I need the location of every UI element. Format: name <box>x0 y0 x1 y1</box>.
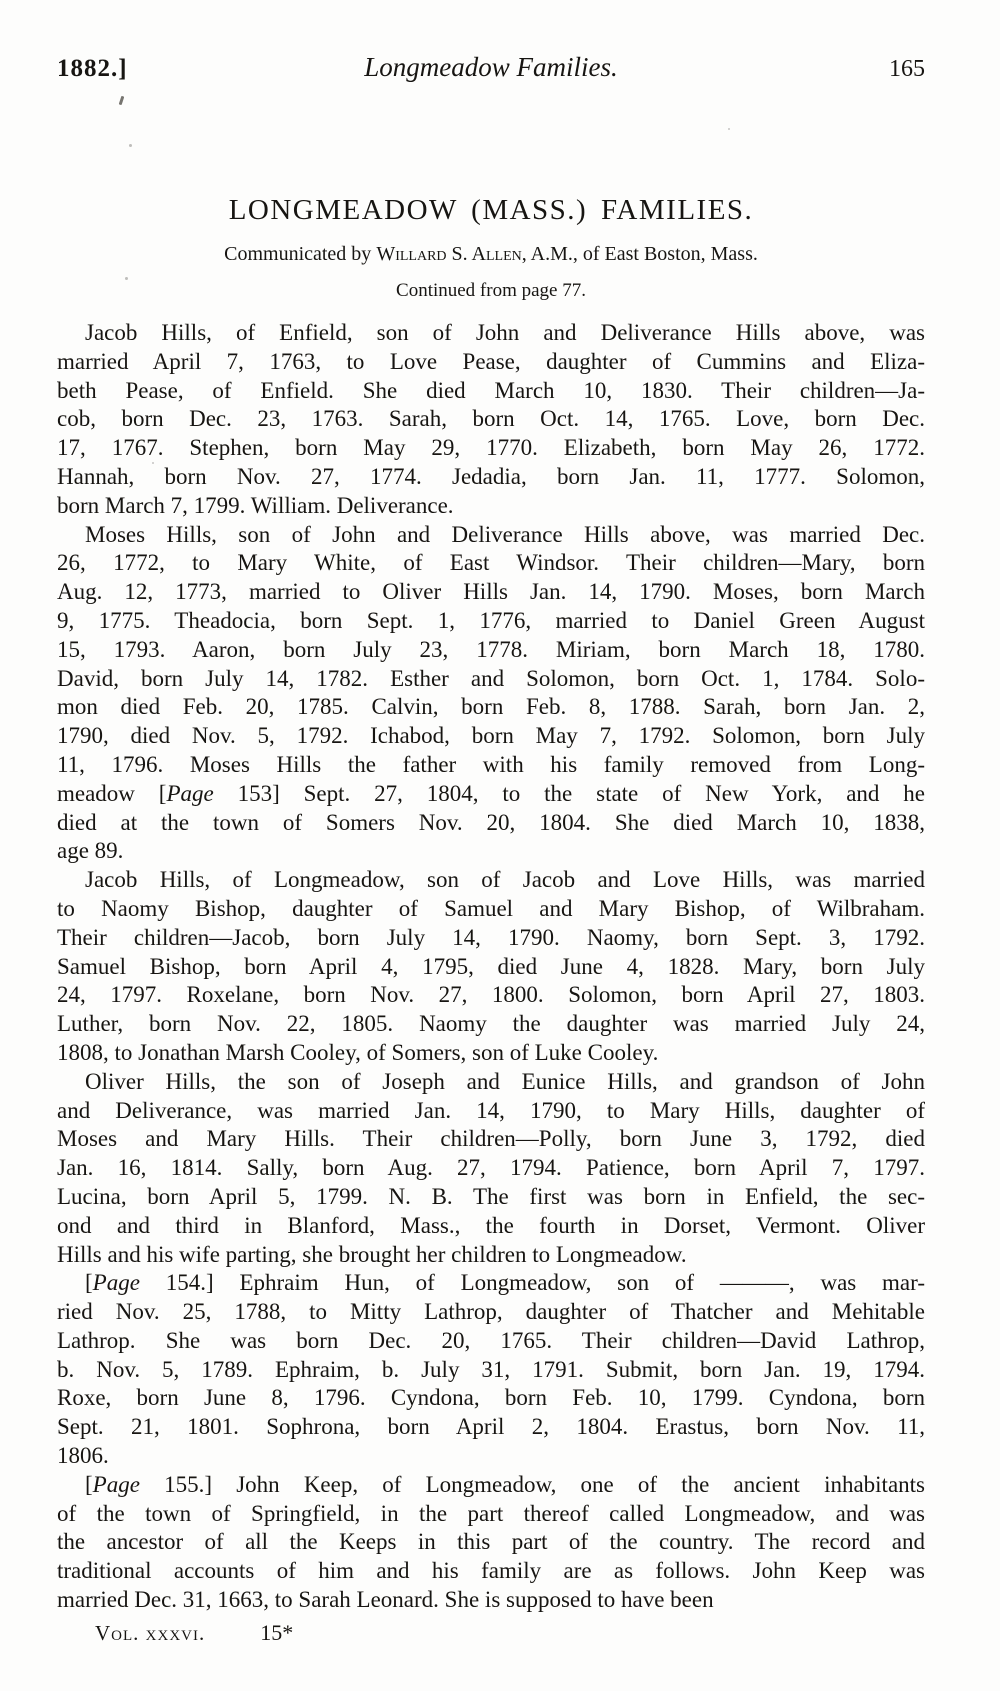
text-line: cob, born Dec. 23, 1763. Sarah, born Oct. 14, 1765. Love, born Dec. <box>57 406 925 432</box>
text-line: 26, 1772, to Mary White, of East Windsor. Their children—Mary, born <box>57 550 925 576</box>
text-line: Moses Hills, son of John and Deliverance Hills above, was married Dec. <box>85 521 925 547</box>
text-line: Jan. 16, 1814. Sally, born Aug. 27, 1794. Patience, born April 7, 1797. <box>57 1155 925 1181</box>
text-line: Their children—Jacob, born July 14, 1790. Naomy, born Sept. 3, 1792. <box>57 924 925 950</box>
paragraph <box>57 319 925 521</box>
paragraph <box>57 521 925 867</box>
text-line: the ancestor of all the Keeps in this part of the country. The record and <box>57 1529 925 1555</box>
paragraph <box>57 1068 925 1270</box>
article-body <box>57 319 925 1615</box>
text-line: married Dec. 31, 1663, to Sarah Leonard. She is supposed to have been <box>57 1587 714 1613</box>
byline <box>57 242 925 266</box>
text-line: born March 7, 1799. William. Deliverance. <box>57 492 454 518</box>
text-line: Lucina, born April 5, 1799. N. B. The first was born in Enfield, the sec- <box>57 1183 925 1209</box>
text-line: mon died Feb. 20, 1785. Calvin, born Feb. 8, 1788. Sarah, born Jan. 2, <box>57 694 925 720</box>
scan-speck <box>690 1492 692 1494</box>
continuation-note: Continued from page 77. <box>396 280 586 301</box>
scan-speck <box>119 96 125 105</box>
text-line: ond and third in Blanford, Mass., the fourth in Dorset, Vermont. Oliver <box>57 1212 925 1238</box>
scan-speck <box>129 144 132 147</box>
text-line: b. Nov. 5, 1789. Ephraim, b. July 31, 1791. Submit, born Jan. 19, 1794. <box>57 1356 925 1382</box>
text-line: Aug. 12, 1773, married to Oliver Hills Jan. 14, 1790. Moses, born March <box>57 579 925 605</box>
text-line: 15, 1793. Aaron, born July 23, 1778. Miriam, born March 18, 1780. <box>57 636 925 662</box>
text-line: age 89. <box>57 838 124 864</box>
text-line: ried Nov. 25, 1788, to Mitty Lathrop, daughter of Thatcher and Mehitable <box>57 1299 925 1325</box>
paragraph <box>57 866 925 1068</box>
paragraph <box>57 1269 925 1471</box>
text-line: [Page 154.] Ephraim Hun, of Longmeadow, son of ———, was mar- <box>85 1270 925 1296</box>
scan-speck <box>125 277 128 280</box>
text-line: 1790, died Nov. 5, 1792. Ichabod, born May 7, 1792. Solomon, born July <box>57 723 925 749</box>
paragraph <box>57 1471 925 1615</box>
text-line: 24, 1797. Roxelane, born Nov. 27, 1800. Solomon, born April 27, 1803. <box>57 982 925 1008</box>
text-line: 1808, to Jonathan Marsh Cooley, of Somers, son of Luke Cooley. <box>57 1039 659 1065</box>
text-line: of the town of Springfield, in the part thereof called Longmeadow, and was <box>57 1500 925 1526</box>
text-line: David, born July 14, 1782. Esther and Solomon, born Oct. 1, 1784. Solo- <box>57 665 925 691</box>
byline-author: Willard S. Allen <box>376 243 522 265</box>
article-title: LONGMEADOW (MASS.) FAMILIES. <box>228 194 754 226</box>
signature-mark: 15* <box>260 1619 294 1645</box>
volume-label: Vol. xxxvi. <box>95 1620 206 1645</box>
text-line: 17, 1767. Stephen, born May 29, 1770. Elizabeth, born May 26, 1772. <box>57 435 925 461</box>
volume-footer <box>95 1620 925 1646</box>
text-line: to Naomy Bishop, daughter of Samuel and Mary Bishop, of Wilbraham. <box>57 895 925 921</box>
scan-speck <box>152 462 154 464</box>
header-year: 1882.] <box>57 55 128 82</box>
text-line: Samuel Bishop, born April 4, 1795, died June 4, 1828. Mary, born July <box>57 953 925 979</box>
text-line: Lathrop. She was born Dec. 20, 1765. Their children—David Lathrop, <box>57 1327 925 1353</box>
text-line: traditional accounts of him and his family are as follows. John Keep was <box>57 1558 925 1584</box>
text-line: Hills and his wife parting, she brought her children to Longmeadow. <box>57 1241 687 1267</box>
text-line: Luther, born Nov. 22, 1805. Naomy the daughter was married July 24, <box>57 1011 925 1037</box>
text-line: Jacob Hills, of Longmeadow, son of Jacob and Love Hills, was married <box>85 867 925 893</box>
byline-suffix: , A.M., of East Boston, Mass. <box>521 243 758 265</box>
text-line: married April 7, 1763, to Love Pease, daughter of Cummins and Eliza- <box>57 348 925 374</box>
text-line: 9, 1775. Theadocia, born Sept. 1, 1776, married to Daniel Green August <box>57 607 925 633</box>
running-header <box>57 52 925 84</box>
text-line: Sept. 21, 1801. Sophrona, born April 2, 1804. Erastus, born Nov. 11, <box>57 1414 925 1440</box>
text-line: died at the town of Somers Nov. 20, 1804. She died March 10, 1838, <box>57 809 925 835</box>
text-line: 1806. <box>57 1443 109 1469</box>
scan-speck <box>728 128 730 130</box>
text-line: Oliver Hills, the son of Joseph and Eunice Hills, and grandson of John <box>85 1068 925 1094</box>
text-line: [Page 155.] John Keep, of Longmeadow, one of the ancient inhabitants <box>85 1471 925 1497</box>
text-line: and Deliverance, was married Jan. 14, 1790, to Mary Hills, daughter of <box>57 1097 925 1123</box>
text-line: Moses and Mary Hills. Their children—Polly, born June 3, 1792, died <box>57 1126 925 1152</box>
byline-prefix: Communicated by <box>224 243 377 265</box>
text-line: 11, 1796. Moses Hills the father with his family removed from Long- <box>57 751 925 777</box>
text-line: beth Pease, of Enfield. She died March 10, 1830. Their children—Ja- <box>57 377 925 403</box>
text-line: meadow [Page 153] Sept. 27, 1804, to the state of New York, and he <box>57 780 925 806</box>
text-line: Jacob Hills, of Enfield, son of John and Deliverance Hills above, was <box>85 320 925 345</box>
header-page-number: 165 <box>889 56 925 82</box>
running-title: Longmeadow Families. <box>364 52 618 82</box>
text-line: Hannah, born Nov. 27, 1774. Jedadia, born Jan. 11, 1777. Solomon, <box>57 463 925 489</box>
text-line: Roxe, born June 8, 1796. Cyndona, born Feb. 10, 1799. Cyndona, born <box>57 1385 925 1411</box>
